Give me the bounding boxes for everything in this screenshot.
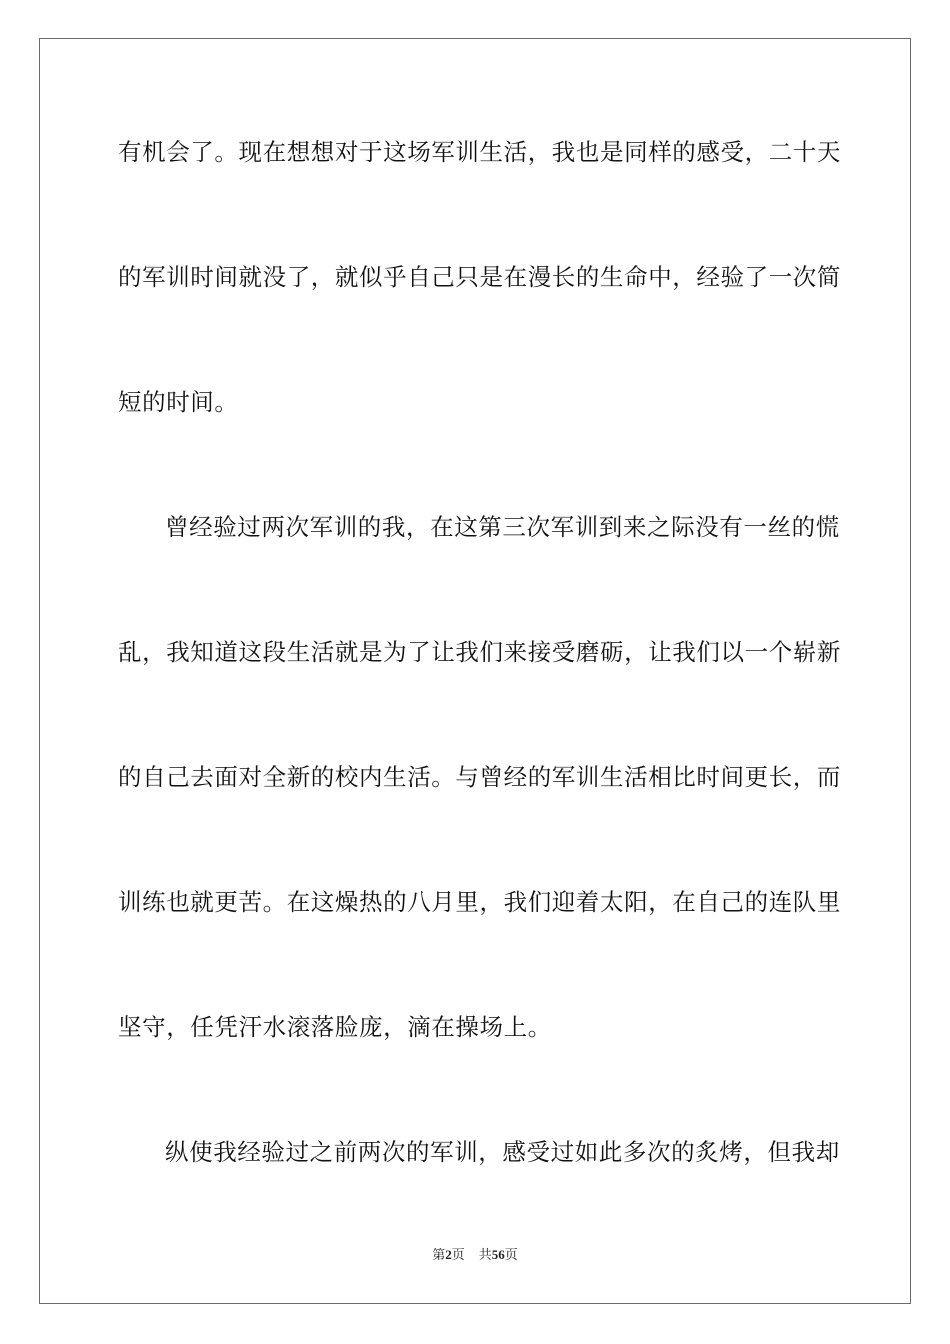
text-line: 乱，我知道这段生活就是为了让我们来接受磨砺，让我们以一个崭新 — [118, 638, 841, 666]
page-suffix: 页 — [451, 1248, 465, 1263]
page-prefix: 第 — [432, 1248, 446, 1263]
total-pages: 56 — [491, 1247, 505, 1262]
text-line: 坚守，任凭汗水滚落脸庞，滴在操场上。 — [118, 1013, 552, 1041]
page-footer — [0, 1246, 950, 1265]
text-line: 训练也就更苦。在这燥热的八月里，我们迎着太阳，在自己的连队里 — [118, 888, 841, 916]
text-line: 的军训时间就没了，就似乎自己只是在漫长的生命中，经验了一次简 — [118, 263, 841, 291]
text-line: 纵使我经验过之前两次的军训，感受过如此多次的炙烤，但我却 — [165, 1138, 840, 1166]
total-prefix: 共 — [478, 1248, 492, 1263]
page-border — [39, 38, 911, 1304]
text-line: 短的时间。 — [118, 388, 239, 416]
page-number: 2 — [445, 1247, 452, 1262]
text-line: 曾经验过两次军训的我，在这第三次军训到来之际没有一丝的慌 — [165, 513, 840, 541]
total-suffix: 页 — [504, 1248, 518, 1263]
text-line: 的自己去面对全新的校内生活。与曾经的军训生活相比时间更长，而 — [118, 763, 841, 791]
text-line: 有机会了。现在想想对于这场军训生活，我也是同样的感受，二十天 — [118, 138, 841, 166]
